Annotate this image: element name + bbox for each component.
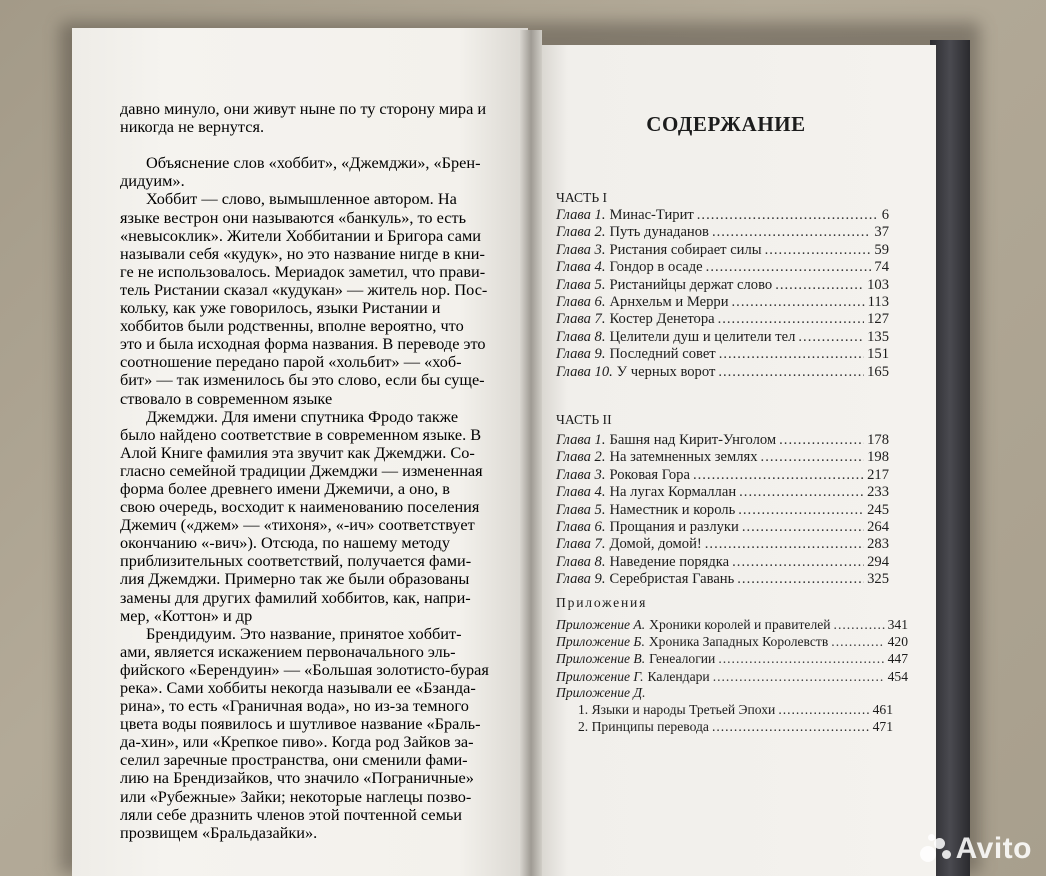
dot-leader bbox=[742, 518, 864, 536]
chapter-title: Календари bbox=[647, 668, 710, 684]
text-line: цвета воды появилось и шутливое название «Браль- bbox=[120, 714, 481, 734]
dot-leader bbox=[693, 466, 864, 484]
dot-leader bbox=[718, 650, 884, 668]
toc-row bbox=[556, 241, 889, 259]
toc-row bbox=[556, 616, 908, 634]
toc-row bbox=[556, 466, 889, 484]
page-number: 245 bbox=[867, 501, 889, 518]
toc-row bbox=[556, 431, 889, 449]
chapter-label: Глава 7. bbox=[556, 536, 606, 553]
toc-row bbox=[556, 276, 889, 294]
text-line: фийского «Берендуин» — «Большая золотисто-бурая bbox=[120, 659, 489, 679]
page-number: 74 bbox=[874, 259, 889, 276]
toc-row bbox=[556, 206, 889, 224]
book-gutter bbox=[520, 30, 542, 876]
toc-row bbox=[556, 668, 908, 686]
dot-leader bbox=[761, 448, 865, 466]
chapter-title: Минас-Тирит bbox=[609, 207, 694, 223]
dot-leader bbox=[775, 276, 864, 294]
chapter-title: Ристанийцы держат слово bbox=[609, 276, 773, 293]
page-number: 37 bbox=[874, 224, 889, 241]
text-line: замены для других фамилий хоббитов, как, напри- bbox=[120, 587, 471, 607]
chapter-label: Приложение Г. bbox=[556, 668, 644, 684]
text-line: Джемич («джем» — «тихоня», «-ич» соответствует bbox=[120, 515, 475, 535]
toc-row bbox=[556, 448, 889, 466]
text-line: Алой Книге фамилия эта звучит как Джемджи. Со- bbox=[120, 442, 475, 462]
text-line: рина», то есть «Граничная вода», но из-за темного bbox=[120, 696, 469, 716]
chapter-label: Приложение А. bbox=[556, 617, 646, 632]
text-line: это и была исходная форма названия. В переводе это bbox=[120, 334, 486, 354]
page-number: 294 bbox=[867, 553, 889, 570]
text-line: кольку, как уже говорилось, языки Ристании и bbox=[120, 298, 441, 318]
chapter-label: Глава 9. bbox=[556, 346, 606, 363]
text-line: приблизительных соответствий, получается фами- bbox=[120, 551, 472, 571]
text-line: ами, является искажением первоначального эль- bbox=[120, 641, 456, 661]
toc-row bbox=[556, 293, 889, 311]
chapter-title: Целители душ и целители тел bbox=[609, 328, 796, 345]
text-line: Джемджи. Для имени спутника Фродо также bbox=[146, 406, 459, 426]
chapter-label: Глава 1. bbox=[556, 207, 606, 223]
page-number: 113 bbox=[867, 294, 889, 310]
text-line: да-хин», или «Крепкое пиво». Когда род Зайков за- bbox=[120, 732, 474, 752]
chapter-title: У черных ворот bbox=[616, 363, 716, 380]
toc-row bbox=[556, 345, 889, 363]
chapter-label: Глава 4. bbox=[556, 259, 606, 276]
text-line: ляли себе дразнить членов этой почтенной семьи bbox=[120, 804, 463, 824]
chapter-label: Глава 6. bbox=[556, 294, 606, 310]
dot-leader bbox=[738, 501, 864, 519]
page-number: 341 bbox=[887, 617, 908, 632]
text-line: Хоббит — слово, вымышленное автором. На bbox=[146, 189, 457, 209]
chapter-label: Глава 8. bbox=[556, 553, 606, 570]
text-line: «невысоклик». Жители Хоббитании и Бригора сами bbox=[120, 225, 481, 245]
page-number: 151 bbox=[867, 346, 889, 363]
chapter-label: Глава 10. bbox=[556, 363, 613, 380]
toc-row bbox=[556, 363, 889, 381]
chapter-title: Ристания собирает силы bbox=[609, 241, 762, 258]
page-number: 471 bbox=[872, 719, 893, 735]
chapter-title: Хроника Западных Королевств bbox=[648, 634, 829, 650]
toc-row bbox=[556, 535, 889, 553]
page-number: 461 bbox=[872, 702, 893, 717]
dot-leader bbox=[765, 241, 872, 259]
chapter-title: Башня над Кирит-Унголом bbox=[609, 432, 777, 448]
page-number: 233 bbox=[867, 484, 889, 501]
page-number: 264 bbox=[867, 519, 889, 535]
text-line: Объяснение слов «хоббит», «Джемджи», «Брен- bbox=[146, 153, 481, 173]
page-number: 127 bbox=[867, 311, 889, 328]
text-line: называли себя «кудук», но это название нигде в кни- bbox=[120, 243, 485, 263]
page-number: 6 bbox=[881, 207, 889, 223]
text-line: мер, «Коттон» и др bbox=[120, 605, 253, 625]
dot-leader bbox=[739, 483, 864, 501]
dot-leader bbox=[718, 310, 865, 328]
chapter-title: На затемненных землях bbox=[609, 449, 758, 466]
text-line: никогда не вернутся. bbox=[120, 117, 265, 137]
text-line: ствовало в современном языке bbox=[120, 388, 333, 408]
toc-row bbox=[556, 650, 908, 668]
text-line: ге не использовалось. Мериадок заметил, что прави- bbox=[120, 261, 486, 281]
dot-leader bbox=[697, 206, 879, 224]
chapter-title: Гондор в осаде bbox=[609, 259, 703, 276]
toc-row bbox=[556, 223, 889, 241]
chapter-label: Приложение В. bbox=[556, 651, 646, 667]
chapter-label: Глава 2. bbox=[556, 224, 606, 241]
dot-leader bbox=[706, 258, 872, 276]
chapter-label: Глава 3. bbox=[556, 241, 606, 258]
dot-leader bbox=[798, 328, 864, 346]
toc-row bbox=[556, 553, 889, 571]
toc-row bbox=[556, 328, 889, 346]
text-line: хоббитов были родственны, вполне вероятно, что bbox=[120, 316, 464, 336]
text-line: прозвищем «Бральдазайки». bbox=[120, 822, 318, 842]
page-number: 420 bbox=[887, 634, 908, 650]
chapter-title: Домой, домой! bbox=[609, 536, 702, 553]
chapter-title: Наместник и король bbox=[609, 501, 736, 518]
text-line: тель Ристании сказал «кудукан» — житель нор. Пос- bbox=[120, 279, 488, 299]
chapter-label: Глава 6. bbox=[556, 519, 606, 535]
chapter-label: Глава 5. bbox=[556, 276, 606, 293]
toc-title: СОДЕРЖАНИЕ bbox=[646, 112, 806, 136]
chapter-title: Прощания и разлуки bbox=[609, 519, 739, 535]
chapter-label: Глава 4. bbox=[556, 484, 606, 501]
page-number: 217 bbox=[867, 466, 889, 483]
page-number: 198 bbox=[867, 449, 889, 466]
dot-leader bbox=[737, 570, 864, 588]
dot-leader bbox=[712, 223, 871, 241]
text-line: река». Сами хоббиты некогда называли ее «Бзанда- bbox=[120, 678, 476, 697]
page-number: 135 bbox=[867, 328, 889, 345]
chapter-label: Глава 9. bbox=[556, 571, 606, 588]
text-line: или «Рубежные» Зайки; некоторые наглецы позво- bbox=[120, 786, 472, 806]
chapter-title: Наведение порядка bbox=[609, 553, 730, 570]
dot-leader bbox=[732, 293, 865, 311]
text-line: селил заречные пространства, они сменили фами- bbox=[120, 750, 468, 770]
page-number: 447 bbox=[887, 651, 908, 667]
page-number: 59 bbox=[874, 241, 889, 258]
chapter-label: Приложение Б. bbox=[556, 634, 645, 650]
book-cover-edge bbox=[930, 40, 970, 876]
dot-leader bbox=[719, 345, 864, 363]
page-number: 325 bbox=[867, 571, 889, 588]
dot-leader bbox=[713, 668, 885, 686]
toc-row bbox=[556, 483, 889, 501]
page-number: 454 bbox=[887, 668, 908, 684]
toc-row bbox=[556, 633, 908, 651]
page-number: 283 bbox=[867, 536, 889, 553]
dot-leader bbox=[705, 535, 864, 553]
appendix-item-title: 1. Языки и народы Третьей Эпохи bbox=[578, 702, 776, 717]
chapter-label: Глава 2. bbox=[556, 449, 606, 466]
avito-logo-icon bbox=[920, 834, 952, 864]
left-page-text bbox=[120, 100, 498, 842]
dot-leader bbox=[718, 363, 864, 381]
appendix-item-title: 2. Принципы перевода bbox=[578, 719, 709, 735]
chapter-label: Глава 1. bbox=[556, 432, 606, 448]
text-line: свою очередь, восходит к наименованию поселения bbox=[120, 497, 480, 517]
part-two-header: ЧАСТЬ II bbox=[556, 412, 612, 427]
chapter-title: Хроники королей и правителей bbox=[649, 617, 831, 632]
page-number: 178 bbox=[867, 432, 889, 448]
dot-leader bbox=[778, 702, 869, 718]
text-line: Брендидуим. Это название, принятое хоббит- bbox=[146, 623, 462, 643]
text-line: лию на Брендизайков, что значило «Пограничные» bbox=[120, 768, 474, 788]
dot-leader bbox=[712, 719, 870, 735]
chapter-label: Глава 7. bbox=[556, 311, 606, 328]
dot-leader bbox=[732, 553, 864, 571]
chapter-title: Серебристая Гавань bbox=[609, 571, 735, 588]
chapter-title: Путь дунаданов bbox=[609, 224, 709, 241]
appendix-d-item bbox=[578, 719, 893, 737]
text-line: лия Джемджи. Примерно так же были образованы bbox=[120, 569, 470, 589]
text-line: форма более древнего имени Джемичи, а оно, в bbox=[120, 478, 450, 498]
text-line: гласно семейной традиции Джемджи — измененная bbox=[120, 460, 483, 480]
watermark-text: Avito bbox=[955, 832, 1032, 865]
chapter-label: Глава 8. bbox=[556, 328, 606, 345]
chapter-title: Последний совет bbox=[609, 346, 716, 363]
avito-watermark bbox=[920, 832, 1032, 866]
appendix-d-label: Приложение Д. bbox=[556, 685, 646, 700]
toc-row bbox=[556, 570, 889, 588]
page-number: 165 bbox=[867, 363, 889, 380]
chapter-title: Костер Денетора bbox=[609, 311, 715, 328]
toc-row bbox=[556, 258, 889, 276]
text-line bbox=[120, 136, 498, 154]
appendix-header: Приложения bbox=[556, 595, 648, 610]
appendix-d-item bbox=[578, 702, 893, 720]
text-line: языке вестрон они называются «банкуль», то есть bbox=[120, 207, 466, 227]
toc-row bbox=[556, 310, 889, 328]
chapter-title: На лугах Кормаллан bbox=[609, 484, 737, 501]
text-line: окончанию «-вич»). Отсюда, по нашему методу bbox=[120, 533, 450, 553]
page-number: 103 bbox=[867, 276, 889, 293]
text-line: бит» — так изменилось бы это слово, если бы суще- bbox=[120, 370, 485, 390]
chapter-label: Глава 5. bbox=[556, 501, 606, 518]
chapter-title: Генеалогии bbox=[649, 651, 716, 667]
part-one-header: ЧАСТЬ I bbox=[556, 190, 608, 205]
text-line: соотношение передано парой «хольбит» — «хоб- bbox=[120, 352, 462, 372]
toc-row bbox=[556, 501, 889, 519]
dot-leader bbox=[831, 633, 884, 651]
chapter-label: Глава 3. bbox=[556, 466, 606, 483]
chapter-title: Арнхельм и Мерри bbox=[609, 294, 729, 310]
dot-leader bbox=[779, 431, 864, 449]
text-line: дидуим». bbox=[120, 171, 185, 191]
appendix-d-row bbox=[556, 684, 908, 702]
chapter-title: Роковая Гора bbox=[609, 466, 690, 483]
text-line: было найдено соответствие в современном языке. В bbox=[120, 424, 482, 444]
text-line: давно минуло, они живут ныне по ту сторону мира и bbox=[120, 99, 487, 118]
toc-row bbox=[556, 518, 889, 536]
dot-leader bbox=[834, 616, 885, 634]
